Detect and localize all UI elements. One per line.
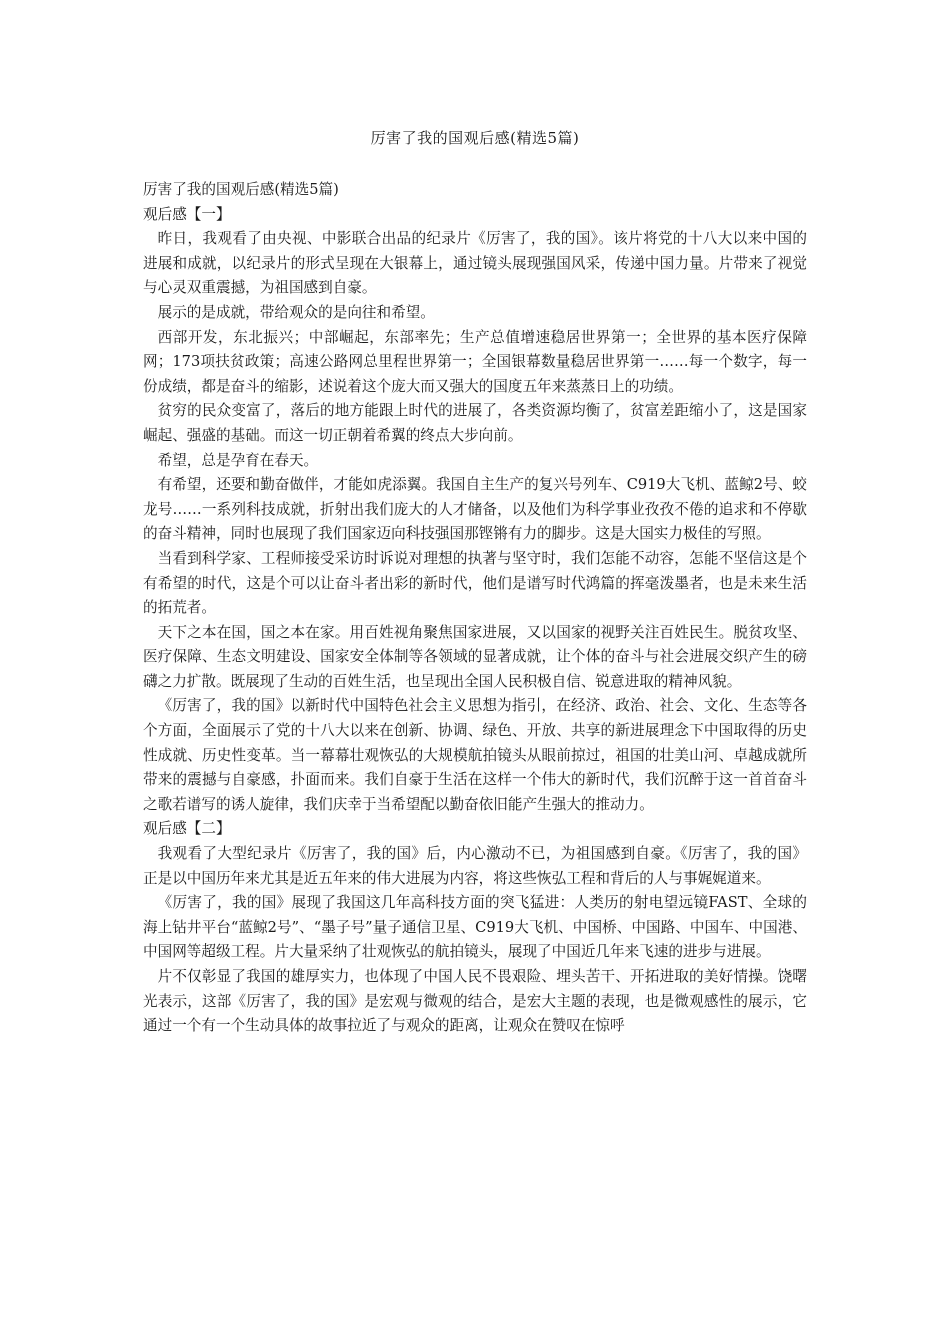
paragraph: 希望，总是孕育在春天。: [157, 451, 319, 469]
paragraph: 我观看了大型纪录片《厉害了，我的国》后，内心激动不已，为祖国感到自豪。《厉害了，我的国》正是以中国历年来尤其是近五年来的伟大进展为内容，将这些恢弘工程和背后的人与事娓娓道来。: [143, 845, 807, 887]
document-body: [143, 178, 807, 1039]
paragraph: 天下之本在国，国之本在家。用百姓视角聚焦国家进展，又以国家的视野关注百姓民生。脱贫攻坚、医疗保障、生态文明建设、国家安全体制等各领域的显著成就，让个体的奋斗与社会进展交织产生的磅礴之力扩散。既展现了生动的百姓生活，也呈现出全国人民积极自信、锐意进取的精神风貌。: [143, 623, 807, 690]
paragraph: 当看到科学家、工程师接受采访时诉说对理想的执著与坚守时，我们怎能不动容，怎能不坚信这是个有希望的时代，这是个可以让奋斗者出彩的新时代，他们是谱写时代鸿篇的挥毫泼墨者，也是未来生活的拓荒者。: [143, 549, 807, 617]
paragraph: 《厉害了，我的国》展现了我国这几年高科技方面的突飞猛进：人类历的射电望远镜FAST、全球的海上钻井平台“蓝鲸2号”、“墨子号”量子通信卫星、C919大飞机、中国桥、中国路、中国车、中国港、中国网等超级工程。片大量采纳了壮观恢弘的航拍镜头，展现了中国近几年来飞速的进步与进展。: [143, 894, 807, 961]
paragraph: 昨日，我观看了由央视、中影联合出品的纪录片《厉害了，我的国》。该片将党的十八大以来中国的进展和成就，以纪录片的形式呈现在大银幕上，通过镜头展现强国风采，传递中国力量。片带来了视觉与心灵双重震撼，为祖国感到自豪。: [143, 230, 807, 297]
paragraph: 《厉害了，我的国》以新时代中国特色社会主义思想为指引，在经济、政治、社会、文化、生态等各个方面，全面展示了党的十八大以来在创新、协调、绿色、开放、共享的新进展理念下中国取得的历史性成就、历史性变革。当一幕幕壮观恢弘的大规模航拍镜头从眼前掠过，祖国的壮美山河、卓越成就所带来的震撼与自豪感，扑面而来。我们自豪于生活在这样一个伟大的新时代，我们沉醉于这一首首奋斗之歌若谱写的诱人旋律，我们庆幸于当希望配以勤奋依旧能产生强大的推动力。: [143, 697, 807, 813]
section-heading: 观后感【二】: [143, 820, 231, 838]
paragraph: 贫穷的民众变富了，落后的地方能跟上时代的进展了，各类资源均衡了，贫富差距缩小了，这是国家崛起、强盛的基础。而这一切正朝着希翼的终点大步向前。: [143, 402, 807, 444]
paragraph: 展示的是成就，带给观众的是向往和希望。: [157, 303, 435, 321]
paragraph: 西部开发，东北振兴；中部崛起，东部率先；生产总值增速稳居世界第一；全世界的基本医疗保障网；173项扶贫政策；高速公路网总里程世界第一；全国银幕数量稳居世界第一……每一个数字，每一份成绩，都是奋斗的缩影，述说着这个庞大而又强大的国度五年来蒸蒸日上的功绩。: [143, 328, 807, 395]
paragraph: 有希望，还要和勤奋做伴，才能如虎添翼。我国自主生产的复兴号列车、C919大飞机、蓝鲸2号、蛟龙号……一系列科技成就，折射出我们庞大的人才储备，以及他们为科学事业孜孜不倦的追求和不停歇的奋斗精神，同时也展现了我们国家迈向科技强国那铿锵有力的脚步。这是大国实力极佳的写照。: [143, 476, 807, 543]
section-1: [143, 203, 807, 818]
section-2: [143, 817, 807, 1038]
document-title: 厉害了我的国观后感(精选5篇): [370, 129, 580, 147]
document-subtitle: 厉害了我的国观后感(精选5篇): [143, 181, 339, 198]
paragraph: 片不仅彰显了我国的雄厚实力，也体现了中国人民不畏艰险、埋头苦干、开拓进取的美好情操。饶曙光表示，这部《厉害了，我的国》是宏观与微观的结合，是宏大主题的表现，也是微观感性的展示，它通过一个有一个生动具体的故事拉近了与观众的距离，让观众在赞叹在惊呼: [143, 968, 807, 1035]
section-heading: 观后感【一】: [143, 205, 231, 223]
